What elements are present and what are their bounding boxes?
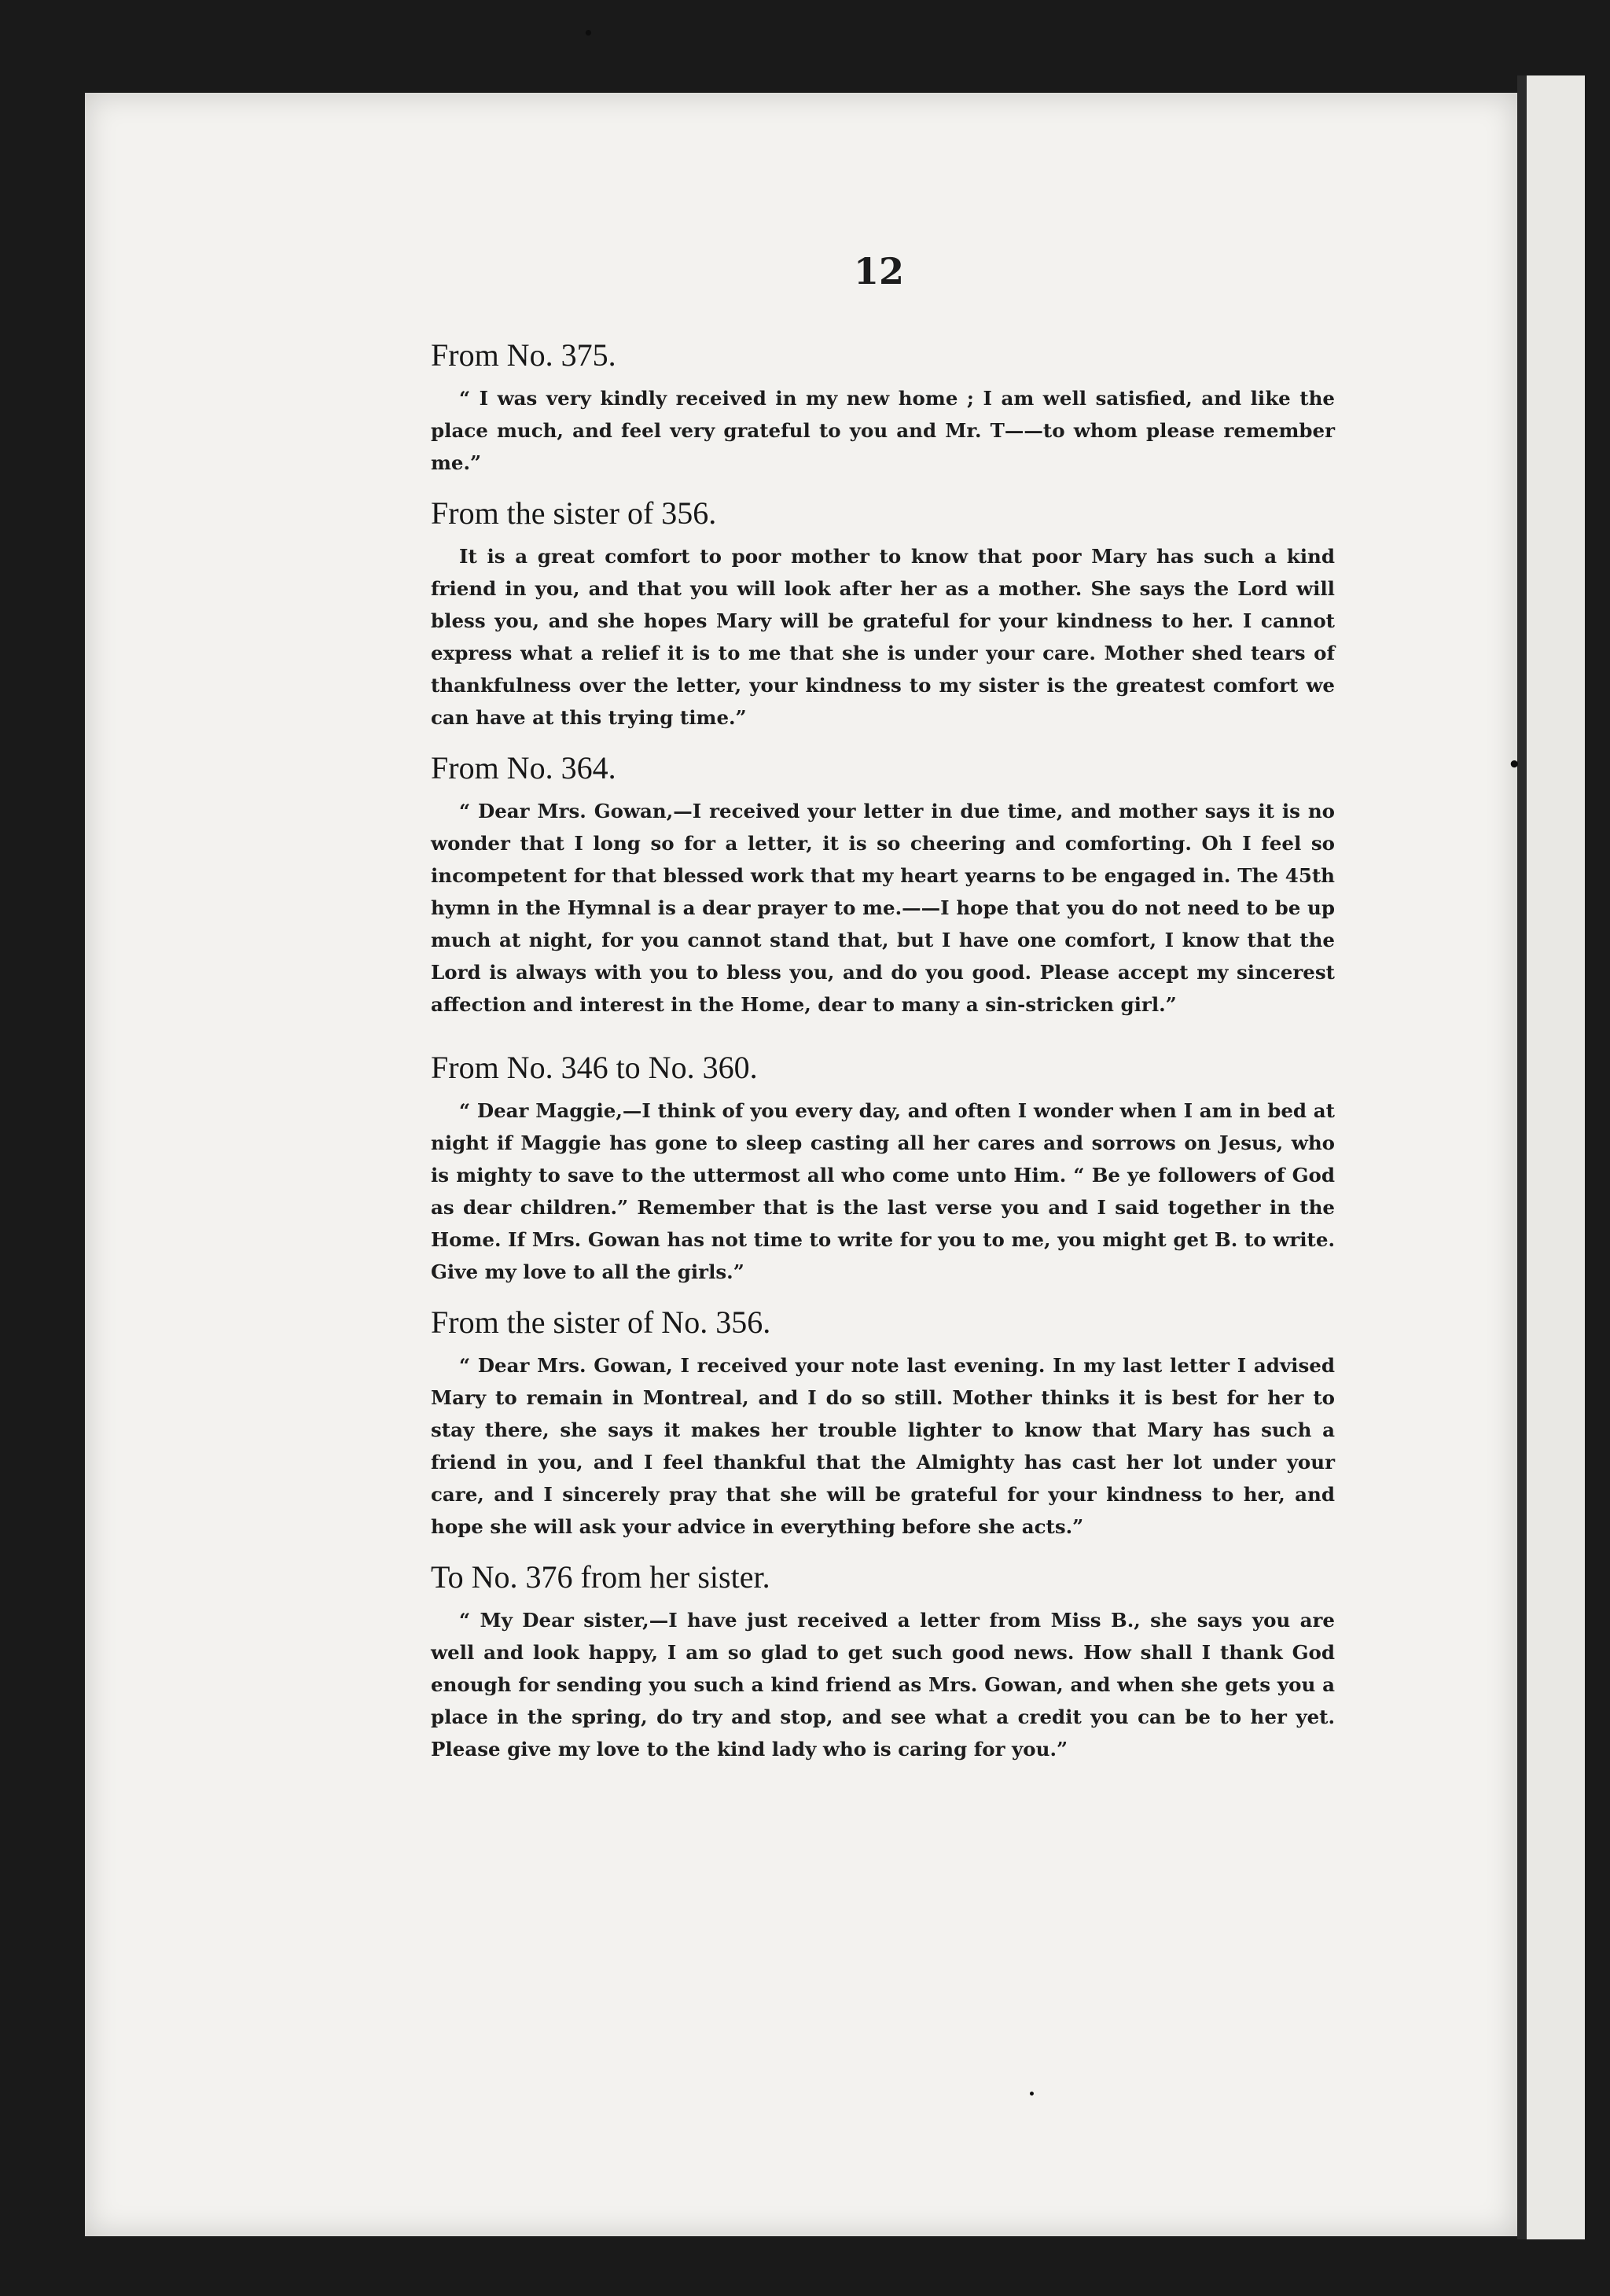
letter-body: It is a great comfort to poor mother to know that poor Mary has such a kind friend in you, and that you will look after her as a mother. She says the Lord will bless you, and she hopes Mary will be grateful for your kindness to her. I cannot express what a relief it is to me that she is under your care. Mother shed tears of thankfulness over the letter, your kindness to my sister is the greatest comfort we can have at this trying time.” xyxy=(431,545,1335,729)
letters-section xyxy=(431,335,1335,1765)
page-number: 12 xyxy=(853,250,904,293)
letter-heading: From the sister of No. 356. xyxy=(431,1304,771,1340)
scan-speck: • xyxy=(1028,2088,1035,2101)
facing-page-edge xyxy=(1527,75,1585,2239)
letter-entry xyxy=(431,335,1335,479)
scan-speck: • xyxy=(1508,753,1521,777)
letter-entry xyxy=(431,1302,1335,1543)
letter-body: “ My Dear sister,—I have just received a letter from Miss B., she says you are well and look happy, I am so glad to get such good news. How shall I thank God enough for sending you such a kind friend as Mrs. Gowan, and when she gets you a place in the spring, do try and stop, and see what a credit you can be to her yet. Please give my love to the kind lady who is caring for you.” xyxy=(431,1609,1335,1761)
letter-body: “ Dear Mrs. Gowan,—I received your letter in due time, and mother says it is no wonder that I long so for a letter, it is so cheering and comforting. Oh I feel so incompetent for that blessed work that my heart yearns to be engaged in. The 45th hymn in the Hymnal is a dear prayer to me.——I hope that you do not need to be up much at night, for you cannot stand that, but I have one comfort, I know that the Lord is always with you to bless you, and do you good. Please accept my sincerest affection and interest in the Home, dear to many a sin-stricken girl.” xyxy=(431,800,1335,1016)
letter-body: “ Dear Mrs. Gowan, I received your note last evening. In my last letter I advised Mary to remain in Montreal, and I do so still. Mother thinks it is best for her to stay there, she says it makes her trouble lighter to know that Mary has such a friend in you, and I feel thankful that the Almighty has cast her lot under your care, and I sincerely pray that she will be grateful for your kindness to her, and hope she will ask your advice in everything before she acts.” xyxy=(431,1354,1335,1538)
letter-body: “ I was very kindly received in my new home ; I am well satisfied, and like the place much, and feel very grateful to you and Mr. T——to whom please remember me.” xyxy=(431,387,1335,474)
letter-heading: From the sister of 356. xyxy=(431,495,717,531)
scan-speck: • xyxy=(583,24,594,42)
letter-heading: From No. 364. xyxy=(431,750,616,786)
letter-entry xyxy=(431,493,1335,734)
letter-entry xyxy=(431,1047,1335,1288)
letter-heading: To No. 376 from her sister. xyxy=(431,1559,770,1595)
page-gutter xyxy=(1517,75,1527,2239)
letter-heading: From No. 375. xyxy=(431,337,616,373)
letter-heading: From No. 346 to No. 360. xyxy=(431,1050,758,1085)
letter-entry xyxy=(431,748,1335,1021)
letter-body: “ Dear Maggie,—I think of you every day, and often I wonder when I am in bed at night if Maggie has gone to sleep casting all her cares and sorrows on Jesus, who is mighty to save to the uttermost all who come unto Him. “ Be ye followers of God as dear children.” Remember that is the last verse you and I said together in the Home. If Mrs. Gowan has not time to write for you to me, you might get B. to write. Give my love to all the girls.” xyxy=(431,1099,1335,1283)
letter-entry xyxy=(431,1557,1335,1765)
